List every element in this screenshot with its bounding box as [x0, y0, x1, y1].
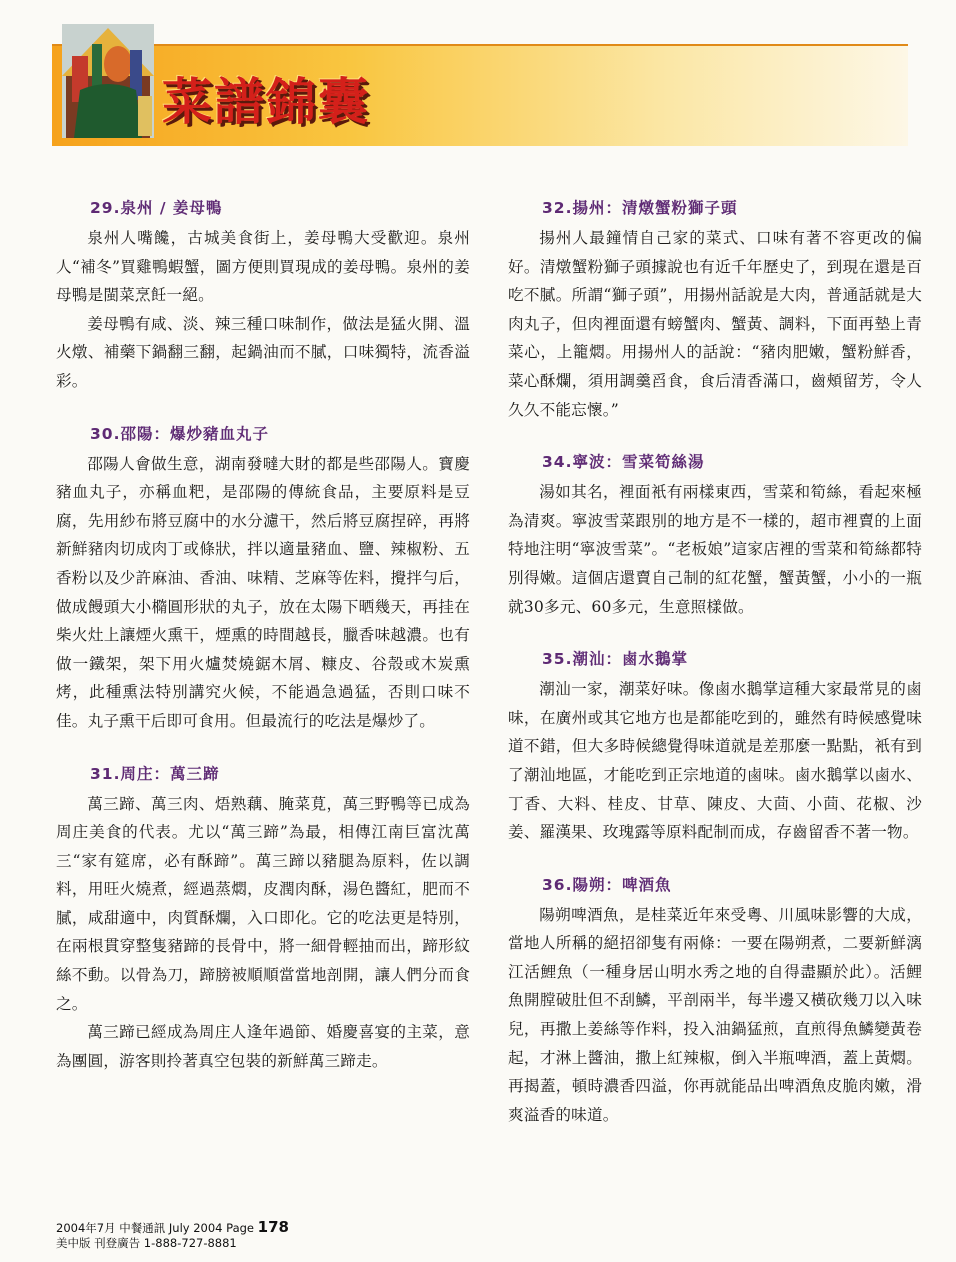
recipe-paragraph: 萬三蹄已經成為周庄人逢年過節、婚慶喜宴的主菜，意為團圓，游客則拎著真空包裝的新鮮萬三蹄走。 [56, 1023, 470, 1070]
recipe-paragraph: 姜母鴨有咸、淡、辣三種口味制作，做法是猛火開、溫火燉、補藥下鍋翻三翻，起鍋油而不膩，口味獨特，流香溢彩。 [56, 314, 470, 390]
recipe-paragraph: 陽朔啤酒魚，是桂菜近年來受粵、川風味影響的大成，當地人所稱的絕招卻隻有兩條：一要在陽朔煮，二要新鮮漓江活鯉魚（一種身居山明水秀之地的自得盡顯於此）。活鯉魚開膛破肚但不刮鱗，平剖兩半，每半邊又橫砍幾刀以入味兒，再撒上姜絲等作料，投入油鍋猛煎，直煎得魚鱗變黃卷起，才淋上醬油，撒上紅辣椒，倒入半瓶啤酒，蓋上黃燜。再揭蓋，頓時濃香四溢，你再就能品出啤酒魚皮脆肉嫩，滑爽溢香的味道。 [508, 905, 922, 1124]
recipe-title: 29.泉州 / 姜母鴨 [90, 199, 223, 217]
recipe-title: 36.陽朔：啤酒魚 [542, 875, 672, 894]
recipe-paragraph: 邵陽人會做生意，湖南發噠大財的都是些邵陽人。寶慶豬血丸子，亦稱血粑，是邵陽的傳統食品，主要原料是豆腐，先用紗布將豆腐中的水分濾干，然后將豆腐捏碎，再將新鮮豬肉切成肉丁或條狀，拌以適量豬血、鹽、辣椒粉、五香粉以及少許麻油、香油、味精、芝麻等佐料，攪拌勻后，做成饅頭大小橢圓形狀的丸子，放在太陽下晒幾天，再挂在柴火灶上讓煙火熏干，煙熏的時間越長，臘香味越濃。也有做一鐵架，架下用火爐焚燒鋸木屑、糠皮、谷殼或木炭熏烤，此種熏法特別講究火候，不能過急過猛，否則口味不佳。丸子熏干后即可食用。但最流行的吃法是爆炒了。 [56, 454, 470, 730]
footer-issue-info: 2004年7月 中餐通訊 July 2004 Page [56, 1221, 258, 1235]
recipe-paragraph: 萬三蹄、萬三肉、焐熟藕、腌菜莧，萬三野鴨等已成為周庄美食的代表。尤以“萬三蹄”為最，相傳江南巨富沈萬三“家有筵席，必有酥蹄”。萬三蹄以豬腿為原料，佐以調料，用旺火燒煮，經過蒸燜，皮潤肉酥，湯色醬紅，肥而不膩，咸甜適中，肉質酥爛，入口即化。它的吃法更是特別，在兩根貫穿整隻豬蹄的長骨中，將一細骨輕抽而出，蹄形紋絲不動。以骨為刀，蹄膀被順順當當地剖開，讓人們分而食之。 [56, 794, 470, 1013]
recipe-entry [508, 196, 922, 424]
recipe-entry [56, 762, 470, 1076]
recipe-title: 32.揚州：清燉蟹粉獅子頭 [542, 199, 738, 217]
recipe-paragraph: 揚州人最鐘情自己家的菜式、口味有著不容更改的偏好。清燉蟹粉獅子頭據說也有近千年歷史了，到現在還是百吃不膩。所謂“獅子頭”，用揚州話說是大肉，普通話就是大肉丸子，但肉裡面還有螃蟹肉、蟹黃、調料，下面再墊上青菜心，上籠燜。用揚州人的話說：“豬肉肥嫩，蟹粉鮮香，菜心酥爛，須用調羹舀食，食后清香滿口，齒頰留芳，令人久久不能忘懷。” [508, 229, 922, 419]
page-footer [56, 1220, 289, 1251]
recipe-title: 30.邵陽：爆炒豬血丸子 [90, 424, 269, 443]
recipe-entry [508, 647, 922, 847]
recipe-title: 35.潮汕：鹵水鵝掌 [542, 650, 688, 669]
recipe-entry [508, 873, 922, 1130]
recipe-paragraph: 潮汕一家，潮菜好味。像鹵水鵝掌這種大家最常見的鹵味，在廣州或其它地方也是都能吃到的，雖然有時候感覺味道不錯，但大多時候總覺得味道就是差那麼一點點，衹有到了潮汕地區，才能吃到正宗地道的鹵味。鹵水鵝掌以鹵水、丁香、大料、桂皮、甘草、陳皮、大茴、小茴、花椒、沙姜、羅漢果、玫瑰露等原料配制而成，存齒留香不著一物。 [508, 680, 922, 842]
recipe-title: 31.周庄：萬三蹄 [90, 764, 220, 783]
page-title: 菜譜錦囊 [162, 73, 370, 131]
recipe-entry [56, 422, 470, 736]
recipe-entry [508, 450, 922, 621]
footer-line-1 [56, 1220, 289, 1236]
recipe-title: 34.寧波：雪菜筍絲湯 [542, 453, 705, 472]
left-column [56, 196, 470, 1101]
page-number: 178 [257, 1218, 289, 1236]
recipe-paragraph: 泉州人嘴饞，古城美食街上，姜母鴨大受歡迎。泉州人“補冬”買雞鴨蝦蟹，圖方便則買現成的姜母鴨。泉州的姜母鴨是閩菜烹飪一絕。 [56, 229, 470, 305]
recipe-entry [56, 196, 470, 396]
recipe-paragraph: 湯如其名，裡面衹有兩樣東西，雪菜和筍絲，看起來極為清爽。寧波雪菜跟別的地方是不一樣的，超市裡賣的上面特地注明“寧波雪菜”。“老板娘”這家店裡的雪菜和筍絲都特別得嫩。這個店還賣自己制的紅花蟹，蟹黃蟹，小小的一瓶就30多元、60多元，生意照樣做。 [508, 483, 922, 616]
grocery-bag-icon [58, 20, 158, 142]
footer-line-2: 美中版 刊登廣告 1-888-727-8881 [56, 1236, 237, 1250]
right-column [508, 196, 922, 1155]
